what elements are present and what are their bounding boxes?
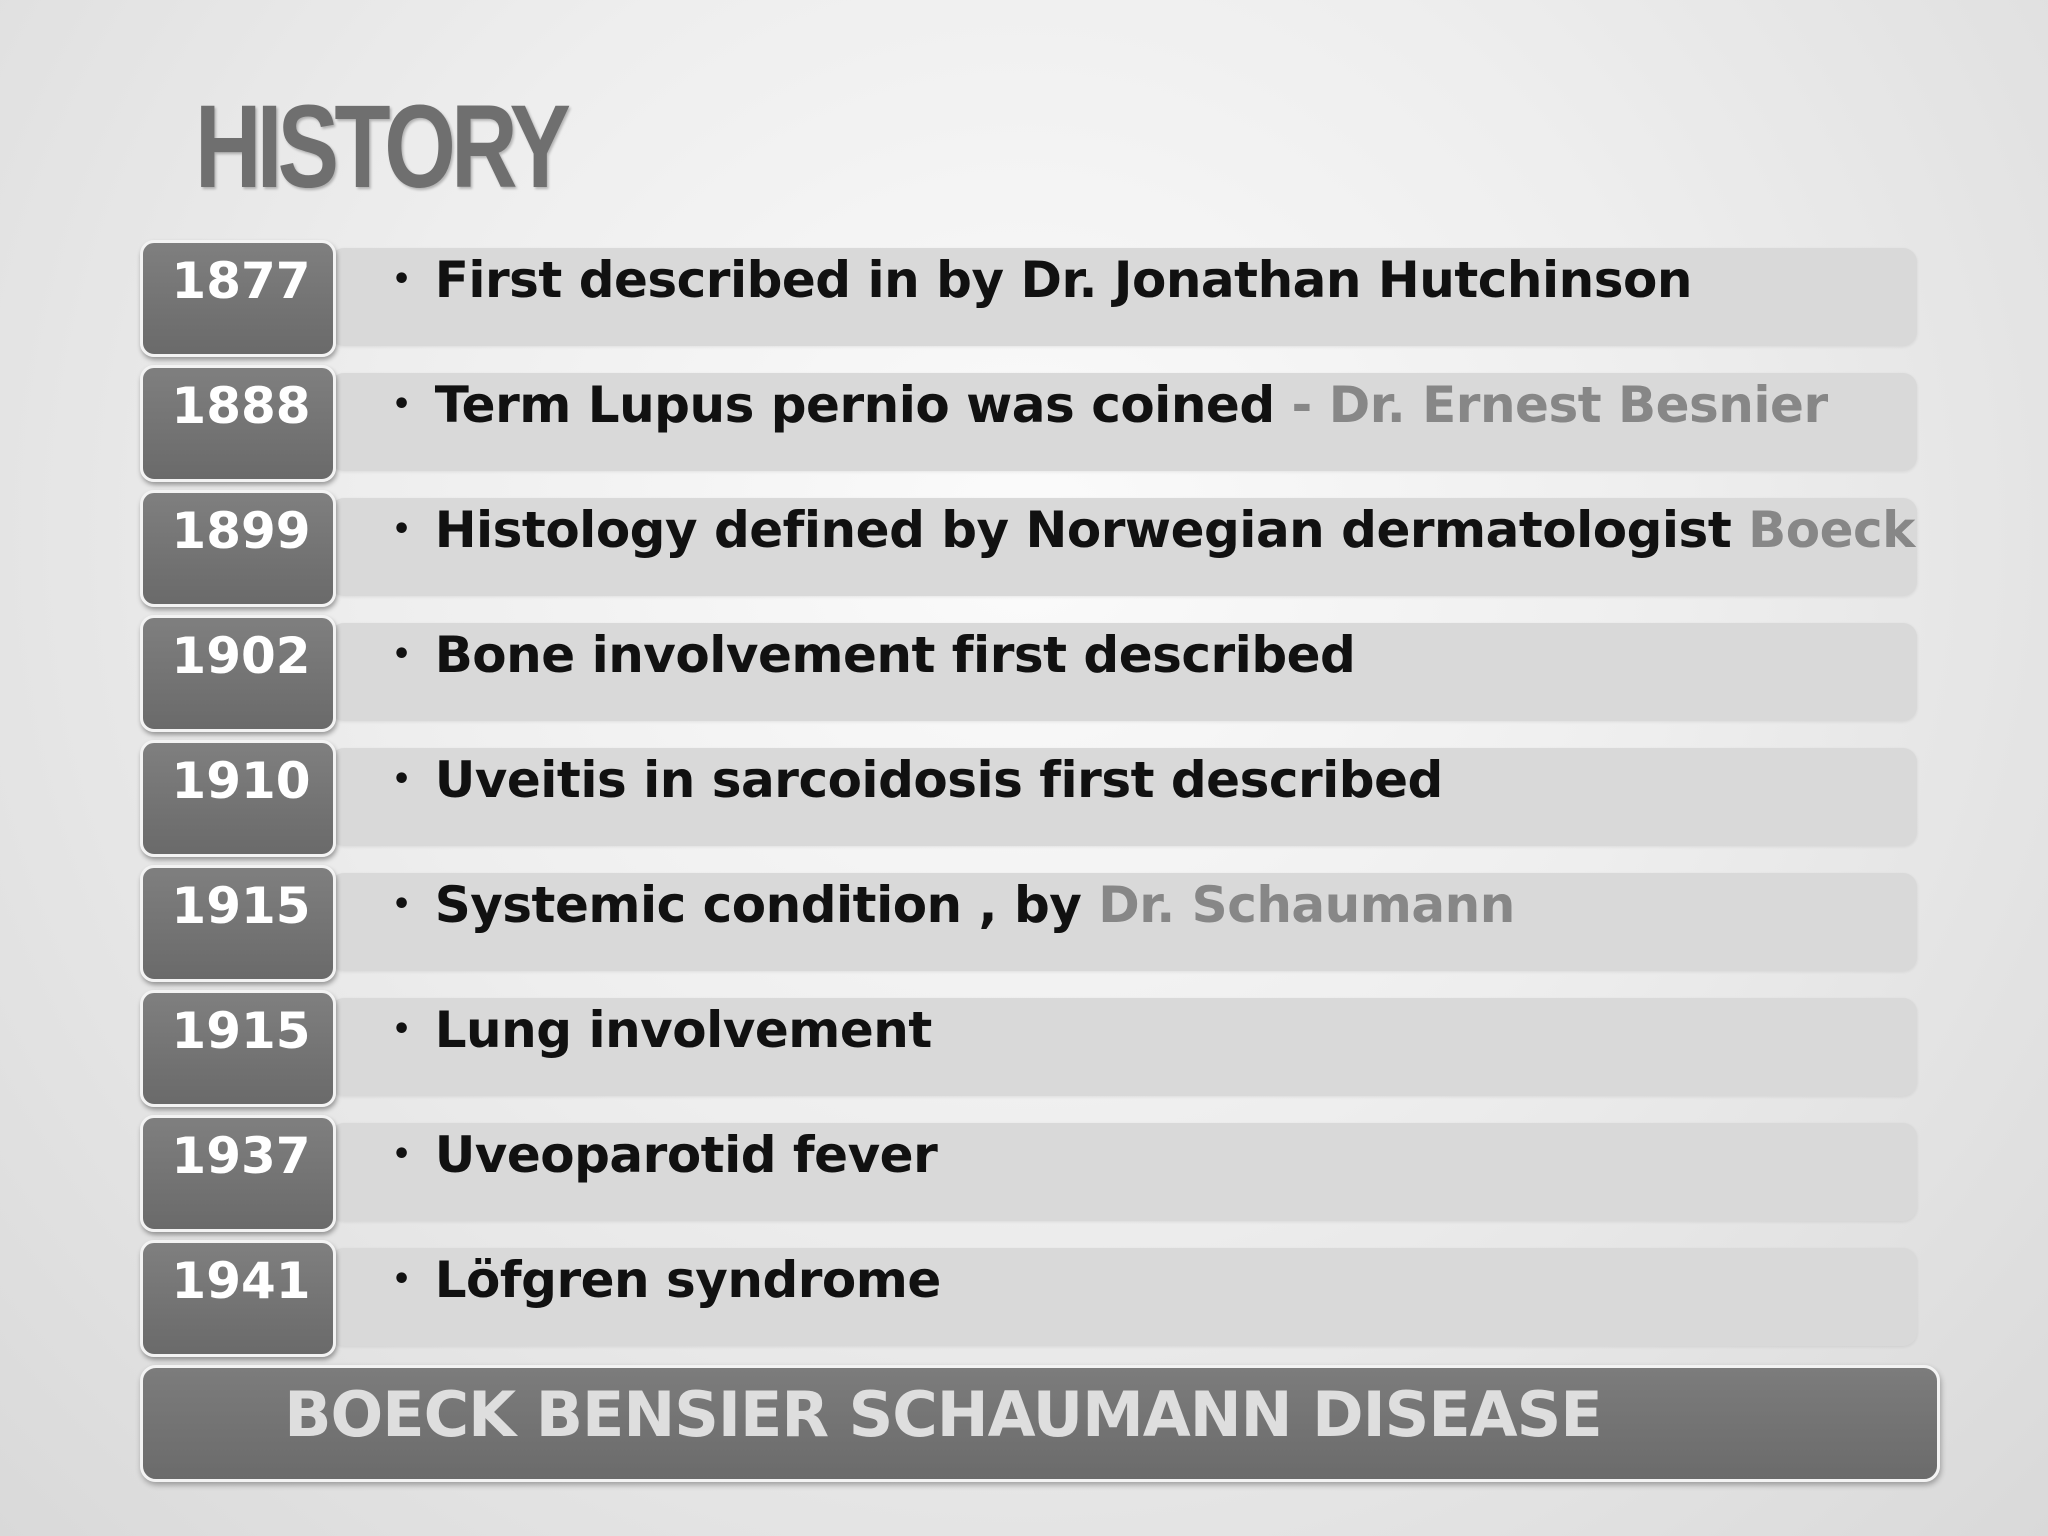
timeline-row <box>140 1115 1917 1232</box>
event-description: Bone involvement first described <box>434 626 1356 684</box>
bullet: • <box>392 1137 411 1172</box>
bullet: • <box>392 762 411 797</box>
year-box <box>140 1115 336 1232</box>
event-description: Uveitis in sarcoidosis first described <box>434 751 1443 809</box>
event-text <box>392 875 1515 935</box>
event-person: - Dr. Ernest Besnier <box>1291 376 1828 434</box>
event-text <box>392 250 1692 310</box>
bullet: • <box>392 387 411 422</box>
event-text <box>392 375 1828 435</box>
timeline-row <box>140 490 1917 607</box>
event-description: Lung involvement <box>434 1001 932 1059</box>
disease-name-banner <box>140 1365 1940 1482</box>
year-box <box>140 240 336 357</box>
slide-title: HISTORY <box>195 81 567 213</box>
timeline-row <box>140 365 1917 482</box>
event-year: 1915 <box>171 1002 311 1060</box>
year-box <box>140 615 336 732</box>
event-year: 1915 <box>171 877 311 935</box>
bullet: • <box>392 512 411 547</box>
event-description: Histology defined by Norwegian dermatologist <box>434 501 1749 559</box>
bullet: • <box>392 1012 411 1047</box>
bullet: • <box>392 887 411 922</box>
event-year: 1941 <box>171 1252 311 1310</box>
year-box <box>140 990 336 1107</box>
event-description: First described in by Dr. Jonathan Hutchinson <box>434 251 1692 309</box>
timeline-row <box>140 615 1917 732</box>
disease-name: BOECK BENSIER SCHAUMANN DISEASE <box>284 1378 1602 1451</box>
event-description: Systemic condition , by <box>434 876 1099 934</box>
year-box <box>140 740 336 857</box>
timeline-row <box>140 240 1917 357</box>
event-description: Löfgren syndrome <box>434 1251 941 1309</box>
event-year: 1910 <box>171 752 311 810</box>
bullet: • <box>392 637 411 672</box>
event-year: 1937 <box>171 1127 311 1185</box>
event-description: Uveoparotid fever <box>434 1126 938 1184</box>
event-text <box>392 1250 941 1310</box>
event-text <box>392 625 1355 685</box>
event-year: 1899 <box>171 502 311 560</box>
event-year: 1902 <box>171 627 311 685</box>
event-description: Term Lupus pernio was coined <box>434 376 1292 434</box>
event-text <box>392 1000 932 1060</box>
year-box <box>140 365 336 482</box>
year-box <box>140 490 336 607</box>
bullet: • <box>392 262 411 297</box>
event-person: Boeck <box>1748 501 1915 559</box>
event-text <box>392 750 1443 810</box>
event-text <box>392 1125 937 1185</box>
event-text <box>392 500 1915 560</box>
timeline-row <box>140 1240 1917 1357</box>
event-year: 1877 <box>171 252 311 310</box>
event-person: Dr. Schaumann <box>1098 876 1515 934</box>
event-year: 1888 <box>171 377 311 435</box>
timeline-row <box>140 740 1917 857</box>
year-box <box>140 865 336 982</box>
bullet: • <box>392 1262 411 1297</box>
timeline-row <box>140 865 1917 982</box>
timeline-row <box>140 990 1917 1107</box>
year-box <box>140 1240 336 1357</box>
